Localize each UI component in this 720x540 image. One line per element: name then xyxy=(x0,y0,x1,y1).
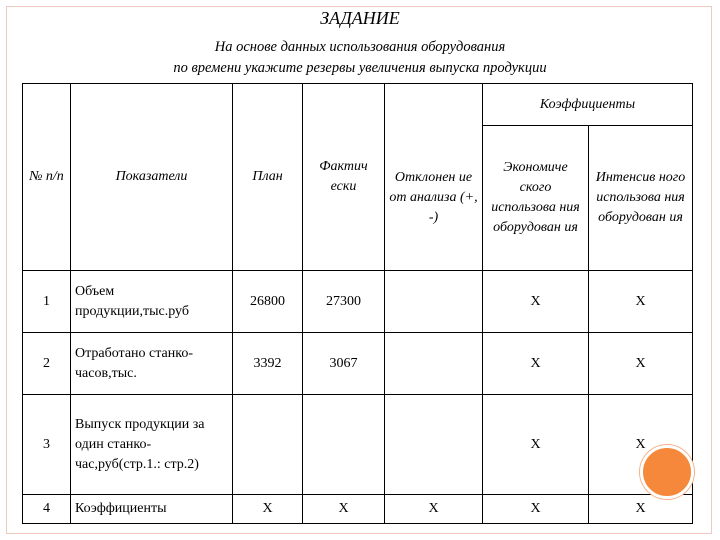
row-dev: X xyxy=(385,495,483,524)
header-coefficients-group: Коэффициенты xyxy=(483,84,693,126)
row-dev xyxy=(385,333,483,395)
decorative-orange-circle xyxy=(640,445,694,499)
row-num: 3 xyxy=(23,395,71,495)
row-ext: X xyxy=(483,333,589,395)
row-name: Коэффициенты xyxy=(71,495,233,524)
subtitle-line-1: На основе данных использования оборудования xyxy=(214,39,506,55)
header-intensive: Интенсив ного использова ния оборудован ия xyxy=(589,126,693,271)
subtitle-line-2: по времени укажите резервы увеличения выпуска продукции xyxy=(173,60,547,76)
table-row xyxy=(23,271,693,333)
row-fact: 3067 xyxy=(303,333,385,395)
header-indicators: Показатели xyxy=(71,84,233,271)
row-name: Выпуск продукции за один станко-час,руб(стр.1.: стр.2) xyxy=(71,395,233,495)
row-int: X xyxy=(589,271,693,333)
table-row xyxy=(23,495,693,524)
header-num: № п/п xyxy=(23,84,71,271)
task-table xyxy=(22,83,693,524)
row-name: Отработано станко-часов,тыс. xyxy=(71,333,233,395)
page-title: ЗАДАНИЕ xyxy=(320,8,400,28)
row-ext: X xyxy=(483,395,589,495)
row-fact: 27300 xyxy=(303,271,385,333)
row-fact xyxy=(303,395,385,495)
row-fact: X xyxy=(303,495,385,524)
row-int: X xyxy=(589,495,693,524)
header-fact: Фактич ески xyxy=(303,84,385,271)
table-row xyxy=(23,333,693,395)
table-row xyxy=(23,395,693,495)
header-extensive: Экономиче ского использова ния оборудован ия xyxy=(483,126,589,271)
row-dev xyxy=(385,395,483,495)
row-plan: 26800 xyxy=(233,271,303,333)
row-plan xyxy=(233,395,303,495)
row-ext: X xyxy=(483,271,589,333)
row-num: 2 xyxy=(23,333,71,395)
header-plan: План xyxy=(233,84,303,271)
row-num: 4 xyxy=(23,495,71,524)
header-deviation: Отклонен ие от анализа (+, -) xyxy=(385,126,483,271)
row-dev xyxy=(385,271,483,333)
row-plan: X xyxy=(233,495,303,524)
row-num: 1 xyxy=(23,271,71,333)
row-plan: 3392 xyxy=(233,333,303,395)
row-name: Объем продукции,тыс.руб xyxy=(71,271,233,333)
row-int: X xyxy=(589,333,693,395)
row-ext: X xyxy=(483,495,589,524)
row-int: X xyxy=(589,395,693,495)
